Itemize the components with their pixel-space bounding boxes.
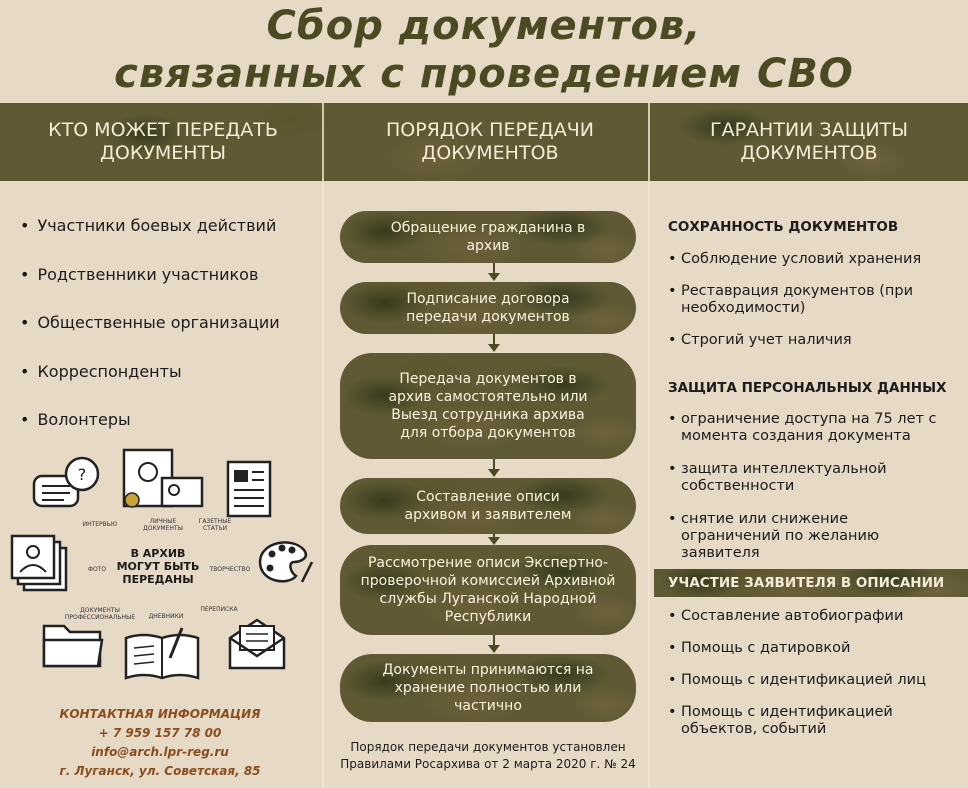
arrow-down-icon	[488, 273, 500, 281]
page-title	[0, 2, 968, 98]
personal-data-title: ЗАЩИТА ПЕРСОНАЛЬНЫХ ДАННЫХ	[668, 380, 947, 396]
label-newspapers: ГАЗЕТНЫЕ СТАТЬИ	[198, 518, 232, 532]
personal-data-list	[668, 411, 938, 562]
label-personal-documents: ЛИЧНЫЕ ДОКУМЕНТЫ	[143, 518, 183, 532]
arrow-down-icon	[488, 645, 500, 653]
header-band	[0, 103, 968, 181]
diary-icon	[122, 624, 204, 684]
list-item: • Строгий учет наличия	[668, 332, 958, 349]
folder-icon	[40, 616, 106, 672]
step-3: Передача документов в архив самостоятельно или Выезд сотрудника архива для отбора документов	[340, 353, 636, 459]
title-line-1: Сбор документов,	[266, 3, 702, 49]
contact-heading: КОНТАКТНАЯ ИНФОРМАЦИЯ	[59, 707, 261, 721]
list-item: • Корреспонденты	[20, 360, 280, 409]
list-item: • Родственники участников	[20, 263, 280, 312]
label-professional: ДОКУМЕНТЫ ПРОФЕССИОНАЛЬНЫЕ	[64, 607, 136, 621]
label-diaries: ДНЕВНИКИ	[148, 613, 184, 620]
doc-types-center-label: В АРХИВ МОГУТ БЫТЬ ПЕРЕДАНЫ	[116, 547, 200, 586]
column-divider	[648, 103, 650, 788]
list-item: • снятие или снижение ограничений по желанию заявителя	[668, 511, 938, 562]
list-item: • Помощь с датировкой	[668, 640, 928, 657]
envelope-icon	[226, 618, 288, 672]
label-interview: ИНТЕРВЬЮ	[82, 521, 118, 528]
step-6: Документы принимаются на хранение полностью или частично	[340, 654, 636, 722]
arrow-down-icon	[488, 344, 500, 352]
list-item: • Составление автобиографии	[668, 608, 928, 625]
list-item: • Общественные организации	[20, 311, 280, 360]
header-who: КТО МОЖЕТ ПЕРЕДАТЬ ДОКУМЕНТЫ	[48, 119, 278, 164]
step-4: Составление описи архивом и заявителем	[340, 478, 636, 534]
label-letters: ПЕРЕПИСКА	[200, 606, 238, 613]
arrow-down-icon	[488, 537, 500, 545]
step-1: Обращение гражданина в архив	[340, 211, 636, 263]
interview-icon	[30, 456, 102, 516]
step-5: Рассмотрение описи Экспертно-проверочной комиссией Архивной службы Луганской Народной Республики	[340, 545, 636, 635]
list-item: • Соблюдение условий хранения	[668, 251, 958, 268]
participation-title: УЧАСТИЕ ЗАЯВИТЕЛЯ В ОПИСАНИИ	[654, 569, 968, 597]
contact-address: г. Луганск, ул. Советская, 85	[59, 764, 261, 778]
who-list	[20, 214, 280, 457]
palette-icon	[252, 532, 314, 588]
list-item: • Помощь с идентификацией объектов, событий	[668, 704, 928, 738]
list-item: • Волонтеры	[20, 408, 280, 457]
svg-text:?: ?	[77, 465, 87, 484]
footnote: Порядок передачи документов установлен Правилами Росархива от 2 марта 2020 г. № 24	[340, 740, 636, 771]
label-creativity: ТВОРЧЕСТВО	[209, 566, 251, 573]
arrow-down-icon	[488, 469, 500, 477]
safety-list	[668, 251, 958, 349]
participation-list	[668, 608, 928, 738]
column-divider	[322, 103, 324, 788]
list-item: • Участники боевых действий	[20, 214, 280, 263]
list-item: • Помощь с идентификацией лиц	[668, 672, 928, 689]
newspaper-icon	[224, 458, 274, 520]
list-item: • Реставрация документов (при необходимости)	[668, 283, 958, 317]
header-order: ПОРЯДОК ПЕРЕДАЧИ ДОКУМЕНТОВ	[385, 119, 595, 164]
contact-email[interactable]: info@arch.lpr-reg.ru	[91, 745, 229, 759]
contact-phone[interactable]: + 7 959 157 78 00	[98, 726, 222, 740]
list-item: • ограничение доступа на 75 лет с момента создания документа	[668, 411, 938, 445]
label-photo: ФОТО	[87, 566, 107, 573]
personal-documents-icon	[118, 444, 208, 516]
step-2: Подписание договора передачи документов	[340, 282, 636, 334]
list-item: • защита интеллектуальной собственности	[668, 461, 938, 495]
contact-info	[20, 705, 300, 781]
header-guarantees: ГАРАНТИИ ЗАЩИТЫ ДОКУМЕНТОВ	[710, 119, 908, 164]
title-line-2: связанных с проведением СВО	[114, 51, 854, 97]
photo-icon	[10, 534, 72, 596]
safety-title: СОХРАННОСТЬ ДОКУМЕНТОВ	[668, 219, 899, 235]
